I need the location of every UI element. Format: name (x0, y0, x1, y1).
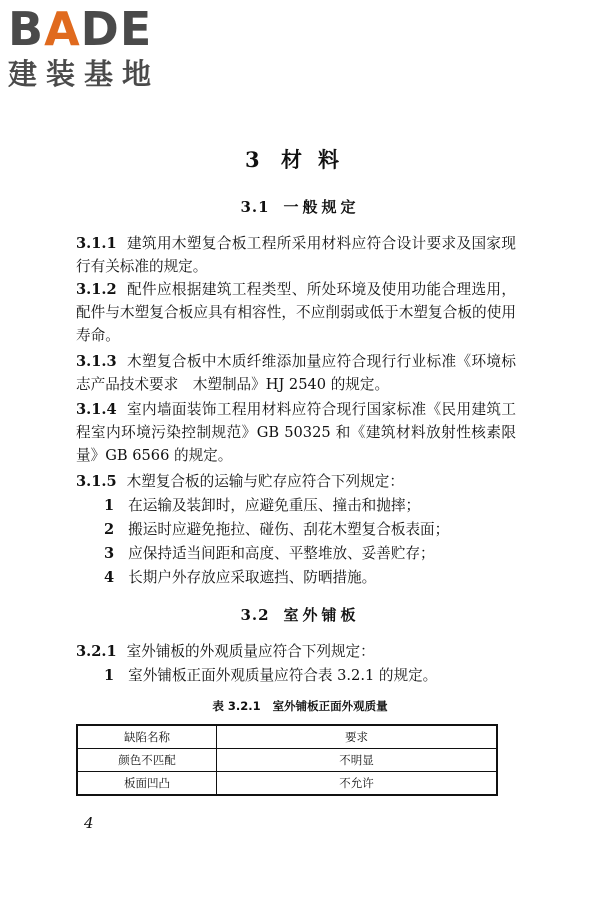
table-cell: 不允许 (217, 772, 498, 796)
table-header-cell: 要求 (217, 725, 498, 749)
section-heading-3-1: 3.1 一般规定 (240, 198, 360, 216)
clause-3-1-3: 3.1.3 木塑复合板中木质纤维添加量应符合现行行业标准《环境标志产品技术要求 木塑制品》HJ 2540 的规定。 (76, 353, 516, 393)
list-item: 1 室外铺板正面外观质量应符合表 3.2.1 的规定。 (104, 667, 438, 684)
clause-3-1-5: 3.1.5 木塑复合板的运输与贮存应符合下列规定： (76, 473, 404, 490)
clause-3-2-1: 3.2.1 室外铺板的外观质量应符合下列规定： (76, 643, 375, 660)
table-cell: 颜色不匹配 (77, 749, 217, 772)
page-number: 4 (84, 814, 94, 832)
table-header-cell: 缺陷名称 (77, 725, 217, 749)
logo-wordmark: BADE (8, 2, 153, 56)
clause-3-1-1: 3.1.1 建筑用木塑复合板工程所采用材料应符合设计要求及国家现行有关标准的规定。 (76, 235, 516, 275)
list-item: 1 在运输及装卸时，应避免重压、撞击和抛摔； (104, 497, 421, 514)
brand-logo (8, 4, 178, 92)
table-cell: 板面凹凸 (77, 772, 217, 796)
list-item: 4 长期户外存放应采取遮挡、防晒措施。 (104, 569, 377, 586)
table-cell: 不明显 (217, 749, 498, 772)
chapter-heading (0, 144, 600, 174)
table-row (77, 772, 497, 796)
section-heading-3-2: 3.2 室外铺板 (240, 606, 360, 624)
table-row (77, 749, 497, 772)
chapter-title: 材料 (280, 147, 355, 172)
chapter-number: 3 (245, 147, 262, 172)
clause-3-1-2: 3.1.2 配件应根据建筑工程类型、所处环境及使用功能合理选用，配件与木塑复合板应具有相容性，不应削弱或低于木塑复合板的使用寿命。 (76, 281, 516, 344)
list-item: 3 应保持适当间距和高度、平整堆放、妥善贮存； (104, 545, 435, 562)
table-caption: 表 3.2.1 室外铺板正面外观质量 (212, 699, 388, 713)
table-header-row (77, 725, 497, 749)
list-item: 2 搬运时应避免拖拉、碰伤、刮花木塑复合板表面； (104, 521, 450, 538)
clause-3-1-4: 3.1.4 室内墙面装饰工程用材料应符合现行国家标准《民用建筑工程室内环境污染控制规范》GB 50325 和《建筑材料放射性核素限量》GB 6566 的规定。 (76, 401, 516, 464)
appearance-quality-table (76, 724, 498, 796)
logo-subtitle: 建装基地 (8, 57, 161, 91)
